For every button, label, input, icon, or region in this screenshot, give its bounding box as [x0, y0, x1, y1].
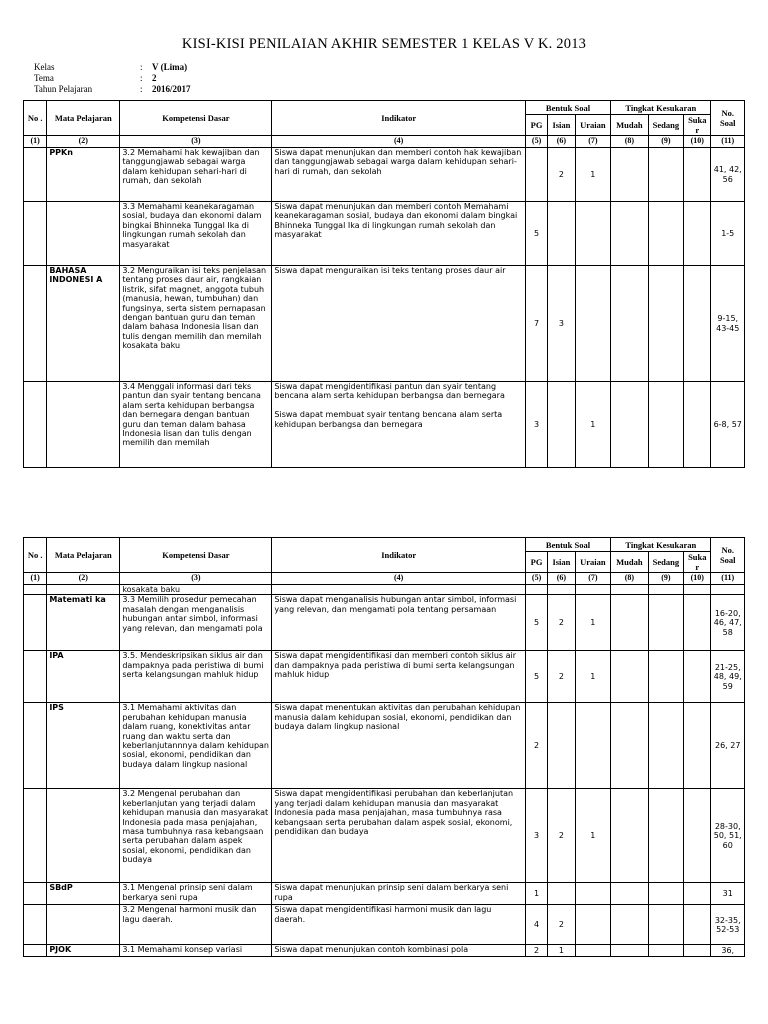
cell-mudah [611, 883, 649, 905]
index-cell: (8) [611, 573, 649, 585]
meta-row-tema: Tema : 2 [34, 73, 157, 83]
cell-mata-pelajaran [47, 585, 120, 595]
header-tingkat-kesukaran: Tingkat Kesukaran [611, 101, 711, 115]
table-row [24, 703, 745, 789]
kisi-table-page-2 [23, 537, 745, 957]
cell-kompetensi-dasar: 3.2 Memahami hak kewajiban dan tanggungjawab sebagai warga dalam kehidupan sehari-hari di rumah, dan sekolah [120, 148, 272, 202]
index-cell: (4) [272, 136, 526, 148]
header-mata-pelajaran: Mata Pelajaran [47, 538, 120, 573]
cell-uraian [575, 945, 610, 957]
cell-pg: 5 [525, 595, 547, 651]
cell-no [24, 585, 47, 595]
header-sukar: Suka r [684, 115, 711, 136]
cell-indikator: Siswa dapat menentukan aktivitas dan perubahan kehidupan manusia dalam kehidupan sosial, ekonomi, pendidikan dan budaya dalam lingkup nasional [272, 703, 526, 789]
cell-sukar [684, 202, 711, 266]
index-cell: (11) [711, 136, 745, 148]
cell-indikator: Siswa dapat mengidentifikasi harmoni musik dan lagu daerah. [272, 905, 526, 945]
table-row [24, 266, 745, 382]
cell-isian: 3 [548, 266, 575, 382]
cell-isian [548, 703, 575, 789]
meta-value: 2 [152, 73, 157, 83]
cell-kompetensi-dasar: 3.1 Memahami konsep variasi [120, 945, 272, 957]
header-bentuk-soal: Bentuk Soal [525, 538, 610, 552]
header-sedang: Sedang [648, 552, 683, 573]
cell-pg: 2 [525, 945, 547, 957]
cell-uraian: 1 [575, 651, 610, 703]
cell-isian: 2 [548, 595, 575, 651]
index-cell: (10) [684, 136, 711, 148]
index-cell: (7) [575, 136, 610, 148]
cell-mata-pelajaran: PPKn [47, 148, 120, 202]
cell-sedang [648, 595, 683, 651]
cell-kompetensi-dasar: 3.1 Memahami aktivitas dan perubahan kehidupan manusia dalam ruang, konektivitas antar ruang dan waktu serta dan keberlanjutannnya dalam kehidupan sosial, ekonomi, pendidikan dan budaya dalam lingkup nasional [120, 703, 272, 789]
cell-mata-pelajaran: IPA [47, 651, 120, 703]
cell-no-soal: 41, 42, 56 [711, 148, 745, 202]
header-mudah: Mudah [611, 552, 649, 573]
index-cell: (7) [575, 573, 610, 585]
index-cell: (3) [120, 136, 272, 148]
cell-mudah [611, 789, 649, 883]
index-cell: (4) [272, 573, 526, 585]
cell-mudah [611, 148, 649, 202]
cell-kompetensi-dasar: 3.2 Mengenal perubahan dan keberlanjutan yang terjadi dalam kehidupan manusia dan masyarakat Indonesia pada masa penjajahan, masa tumbuhnya rasa kebangsaan serta perubahan dalam aspek sosial, ekonomi, pendidikan dan budaya [120, 789, 272, 883]
cell-no-soal: 9-15, 43-45 [711, 266, 745, 382]
cell-mudah [611, 382, 649, 468]
cell-no-soal: 21-25, 48, 49, 59 [711, 651, 745, 703]
cell-no [24, 595, 47, 651]
cell-sedang [648, 585, 683, 595]
header-mata-pelajaran: Mata Pelajaran [47, 101, 120, 136]
header-kompetensi-dasar: Kompetensi Dasar [120, 538, 272, 573]
cell-pg: 3 [525, 789, 547, 883]
cell-no-soal: 28-30, 50, 51, 60 [711, 789, 745, 883]
index-cell: (11) [711, 573, 745, 585]
cell-mudah [611, 651, 649, 703]
cell-sedang [648, 703, 683, 789]
cell-isian: 2 [548, 789, 575, 883]
index-cell: (2) [47, 573, 120, 585]
header-no: No . [24, 101, 47, 136]
cell-mudah [611, 266, 649, 382]
cell-indikator: Siswa dapat menunjukan dan memberi contoh hak kewajiban dan tanggungjawab sebagai warga dalam kehidupan sehari-hari di rumah, dan sekolah [272, 148, 526, 202]
cell-mata-pelajaran: SBdP [47, 883, 120, 905]
cell-kompetensi-dasar: kosakata baku [120, 585, 272, 595]
header-isian: Isian [548, 552, 575, 573]
cell-sedang [648, 789, 683, 883]
cell-pg [525, 585, 547, 595]
cell-no-soal: 6-8, 57 [711, 382, 745, 468]
index-cell: (6) [548, 136, 575, 148]
cell-uraian: 1 [575, 595, 610, 651]
index-cell: (5) [525, 136, 547, 148]
cell-mudah [611, 202, 649, 266]
index-cell: (3) [120, 573, 272, 585]
meta-label: Kelas [34, 62, 55, 72]
cell-mata-pelajaran [47, 789, 120, 883]
document-meta [34, 62, 191, 95]
table-row [24, 382, 745, 468]
cell-uraian: 1 [575, 148, 610, 202]
meta-row-kelas: Kelas : V (Lima) [34, 62, 188, 72]
cell-mudah [611, 595, 649, 651]
cell-kompetensi-dasar: 3.3 Memilih prosedur pemecahan masalah dengan menganalisis hubungan antar simbol, informasi yang relevan, dan mengamati pola [120, 595, 272, 651]
cell-mudah [611, 905, 649, 945]
cell-no [24, 789, 47, 883]
cell-uraian [575, 202, 610, 266]
table-row [24, 945, 745, 957]
cell-no-soal: 16-20, 46, 47, 58 [711, 595, 745, 651]
cell-mata-pelajaran [47, 905, 120, 945]
index-cell: (9) [648, 573, 683, 585]
index-cell: (5) [525, 573, 547, 585]
cell-indikator: Siswa dapat menganalisis hubungan antar simbol, informasi yang relevan, dan mengamati pola tentang persamaan [272, 595, 526, 651]
cell-no-soal [711, 585, 745, 595]
cell-no [24, 945, 47, 957]
meta-value: 2016/2017 [152, 84, 191, 94]
cell-mata-pelajaran: Matemati ka [47, 595, 120, 651]
cell-sedang [648, 651, 683, 703]
cell-indikator: Siswa dapat menunjukan dan memberi contoh Memahami keanekaragaman sosial, budaya dan ekonomi dalam bingkai Bhinneka Tunggal Ika di lingkungan rumah sekolah dan masyarakat [272, 202, 526, 266]
header-isian: Isian [548, 115, 575, 136]
document-title: KISI-KISI PENILAIAN AKHIR SEMESTER 1 KELAS V K. 2013 [181, 36, 587, 52]
cell-sukar [684, 595, 711, 651]
cell-mudah [611, 703, 649, 789]
cell-uraian: 1 [575, 789, 610, 883]
cell-pg: 1 [525, 883, 547, 905]
header-uraian: Uraian [575, 115, 610, 136]
cell-no [24, 202, 47, 266]
cell-indikator: Siswa dapat menguraikan isi teks tentang proses daur air [272, 266, 526, 382]
kisi-table-page-1 [23, 100, 745, 468]
cell-kompetensi-dasar: 3.3 Memahami keanekaragaman sosial, budaya dan ekonomi dalam bingkai Bhinneka Tunggal Ika di lingkungan rumah sekolah dan masyarakat [120, 202, 272, 266]
table-row [24, 905, 745, 945]
header-indikator: Indikator [272, 538, 526, 573]
index-cell: (2) [47, 136, 120, 148]
cell-isian [548, 585, 575, 595]
index-row [24, 136, 745, 148]
cell-sukar [684, 883, 711, 905]
index-cell: (9) [648, 136, 683, 148]
cell-isian: 2 [548, 905, 575, 945]
table-row [24, 202, 745, 266]
cell-kompetensi-dasar: 3.5. Mendeskripsikan siklus air dan dampaknya pada peristiwa di bumi serta kelangsungan mahluk hidup [120, 651, 272, 703]
index-cell: (6) [548, 573, 575, 585]
cell-mata-pelajaran: PJOK [47, 945, 120, 957]
cell-no [24, 382, 47, 468]
cell-indikator: Siswa dapat menunjukan contoh kombinasi pola [272, 945, 526, 957]
cell-pg: 5 [525, 651, 547, 703]
header-no-soal: No. Soal [711, 101, 745, 136]
meta-value: V (Lima) [152, 62, 188, 72]
cell-sukar [684, 266, 711, 382]
cell-pg: 5 [525, 202, 547, 266]
cell-sukar [684, 585, 711, 595]
header-sukar: Suka r [684, 552, 711, 573]
cell-sukar [684, 703, 711, 789]
cell-no [24, 148, 47, 202]
cell-pg: 7 [525, 266, 547, 382]
header-mudah: Mudah [611, 115, 649, 136]
cell-uraian [575, 266, 610, 382]
cell-sedang [648, 905, 683, 945]
cell-no [24, 651, 47, 703]
cell-kompetensi-dasar: 3.4 Menggali informasi dari teks pantun dan syair tentang bencana alam serta kehidupan berbangsa dan bernegara dengan bantuan guru dan teman dalam bahasa Indonesia lisan dan tulis dengan memilih dan memilah [120, 382, 272, 468]
cell-uraian [575, 883, 610, 905]
cell-mata-pelajaran [47, 202, 120, 266]
index-cell: (8) [611, 136, 649, 148]
table-row [24, 789, 745, 883]
cell-sedang [648, 382, 683, 468]
index-cell: (10) [684, 573, 711, 585]
cell-mata-pelajaran [47, 382, 120, 468]
cell-sukar [684, 789, 711, 883]
meta-label: Tema [34, 73, 54, 83]
cell-indikator: Siswa dapat mengidentifikasi dan memberi contoh siklus air dan dampaknya pada peristiwa di bumi serta kelangsungan mahluk hidup [272, 651, 526, 703]
cell-sedang [648, 883, 683, 905]
header-bentuk-soal: Bentuk Soal [525, 101, 610, 115]
cell-no [24, 905, 47, 945]
cell-no-soal: 36, [711, 945, 745, 957]
cell-uraian [575, 703, 610, 789]
table-row [24, 148, 745, 202]
cell-pg: 3 [525, 382, 547, 468]
header-kompetensi-dasar: Kompetensi Dasar [120, 101, 272, 136]
meta-row-tahun: Tahun Pelajaran : 2016/2017 [34, 84, 191, 94]
meta-label: Tahun Pelajaran [34, 84, 93, 94]
table-row [24, 883, 745, 905]
cell-isian: 2 [548, 651, 575, 703]
cell-mata-pelajaran: BAHASA INDONESI A [47, 266, 120, 382]
cell-no-soal: 26, 27 [711, 703, 745, 789]
cell-no [24, 883, 47, 905]
cell-sedang [648, 148, 683, 202]
cell-kompetensi-dasar: 3.2 Mengenal harmoni musik dan lagu daerah. [120, 905, 272, 945]
header-indikator: Indikator [272, 101, 526, 136]
cell-no-soal: 1-5 [711, 202, 745, 266]
cell-no [24, 266, 47, 382]
cell-indikator: Siswa dapat menunjukan prinsip seni dalam berkarya seni rupa [272, 883, 526, 905]
cell-sedang [648, 202, 683, 266]
cell-uraian [575, 905, 610, 945]
cell-no [24, 703, 47, 789]
cell-isian: 2 [548, 148, 575, 202]
cell-no-soal: 31 [711, 883, 745, 905]
cell-sedang [648, 945, 683, 957]
cell-sukar [684, 148, 711, 202]
cell-isian: 1 [548, 945, 575, 957]
cell-uraian [575, 585, 610, 595]
cell-mudah [611, 945, 649, 957]
cell-indikator: Siswa dapat mengidentifikasi perubahan dan keberlanjutan yang terjadi dalam kehidupan manusia dan masyarakat Indonesia pada masa penjajahan, masa tumbuhnya rasa kebangsaan serta perubahan dalam aspek sosial, ekonomi, pendidikan dan budaya [272, 789, 526, 883]
cell-isian [548, 202, 575, 266]
cell-sukar [684, 651, 711, 703]
header-no-soal: No. Soal [711, 538, 745, 573]
cell-isian [548, 883, 575, 905]
cell-pg: 2 [525, 703, 547, 789]
header-sedang: Sedang [648, 115, 683, 136]
header-tingkat-kesukaran: Tingkat Kesukaran [611, 538, 711, 552]
cell-pg [525, 148, 547, 202]
cell-isian [548, 382, 575, 468]
cell-kompetensi-dasar: 3.1 Mengenal prinsip seni dalam berkarya seni rupa [120, 883, 272, 905]
cell-sukar [684, 945, 711, 957]
header-uraian: Uraian [575, 552, 610, 573]
cell-mudah [611, 585, 649, 595]
cell-sukar [684, 382, 711, 468]
header-no: No . [24, 538, 47, 573]
cell-sukar [684, 905, 711, 945]
table-row [24, 651, 745, 703]
table-row [24, 595, 745, 651]
cell-kompetensi-dasar: 3.2 Menguraikan isi teks penjelasan tentang proses daur air, rangkaian listrik, sifat magnet, anggota tubuh (manusia, hewan, tumbuhan) dan fungsinya, serta sistem pernapasan dengan bantuan guru dan teman dalam bahasa Indonesia lisan dan tulis dengan memilih dan memilah kosakata baku [120, 266, 272, 382]
cell-no-soal: 32-35, 52-53 [711, 905, 745, 945]
header-pg: PG [525, 552, 547, 573]
header-pg: PG [525, 115, 547, 136]
table-row [24, 585, 745, 595]
index-cell: (1) [24, 573, 47, 585]
cell-pg: 4 [525, 905, 547, 945]
cell-mata-pelajaran: IPS [47, 703, 120, 789]
index-cell: (1) [24, 136, 47, 148]
cell-indikator [272, 585, 526, 595]
cell-sedang [648, 266, 683, 382]
cell-uraian: 1 [575, 382, 610, 468]
cell-indikator: Siswa dapat mengidentifikasi pantun dan syair tentang bencana alam serta kehidupan berbangsa dan bernegara Siswa dapat membuat syair tentang bencana alam serta kehidupan berbangsa dan bernegara [272, 382, 526, 468]
index-row [24, 573, 745, 585]
